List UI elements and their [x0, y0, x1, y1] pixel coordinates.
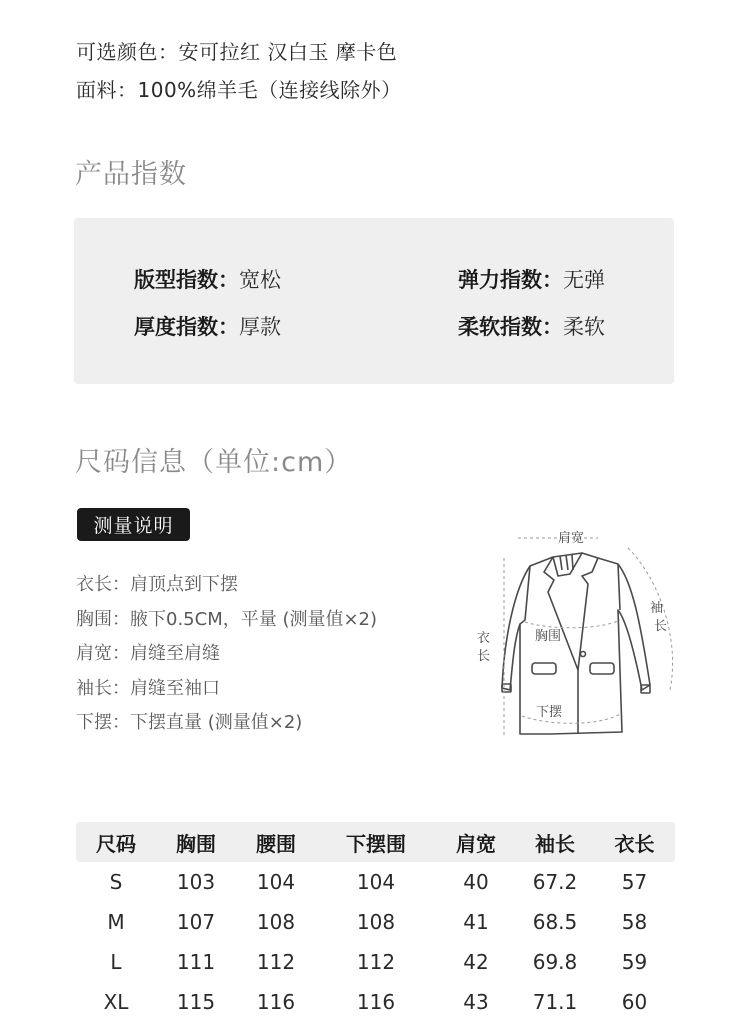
table-cell: 71.1 — [532, 990, 578, 1014]
table-cell: 59 — [621, 950, 648, 974]
table-cell: 107 — [176, 910, 216, 934]
size-section-title: 尺码信息（单位:cm） — [75, 447, 353, 478]
table-cell: XL — [103, 990, 129, 1014]
index-item-label: 厚度指数： — [134, 315, 239, 339]
index-item-value: 无弹 — [563, 268, 605, 292]
index-item-thickness — [134, 311, 281, 341]
diagram-label-sleeve-2: 长 — [654, 619, 668, 634]
table-cell: 116 — [256, 990, 296, 1014]
table-row — [76, 982, 675, 1022]
fabric-line: 面料：100%绵羊毛（连接线除外） — [76, 78, 402, 102]
diagram-label-length-2: 长 — [477, 649, 491, 664]
table-row — [76, 902, 675, 942]
table-cell: 112 — [356, 950, 396, 974]
table-cell: 60 — [621, 990, 648, 1014]
index-item-label: 弹力指数： — [458, 268, 563, 292]
index-item-softness — [458, 311, 605, 341]
measure-row-sleeve: 袖长：肩缝至袖口 — [76, 677, 220, 699]
table-cell: 69.8 — [532, 950, 578, 974]
table-cell: M — [107, 910, 125, 934]
table-row — [76, 862, 675, 902]
coat-measurement-diagram — [470, 520, 680, 750]
diagram-label-chest: 胸围 — [535, 629, 562, 644]
diagram-label-length-1: 衣 — [477, 631, 491, 646]
header-cell-hem: 下摆围 — [346, 831, 406, 856]
table-cell: 116 — [356, 990, 396, 1014]
table-cell: 108 — [356, 910, 396, 934]
table-cell: 104 — [256, 870, 296, 894]
table-cell: 42 — [463, 950, 489, 974]
table-cell: L — [110, 950, 122, 974]
diagram-label-hem: 下摆 — [536, 705, 563, 720]
table-cell: 111 — [176, 950, 216, 974]
index-item-value: 宽松 — [239, 268, 281, 292]
index-item-value: 厚款 — [239, 315, 281, 339]
table-cell: 67.2 — [532, 870, 578, 894]
table-cell: 108 — [256, 910, 296, 934]
diagram-label-sleeve-1: 袖 — [650, 601, 664, 616]
measure-row-chest: 胸围：腋下0.5CM，平量 (测量值×2) — [76, 608, 378, 630]
header-cell-waist: 腰围 — [256, 831, 296, 856]
table-cell: 40 — [463, 870, 489, 894]
index-item-value: 柔软 — [563, 315, 605, 339]
table-cell: 43 — [463, 990, 489, 1014]
colors-line: 可选颜色：安可拉红 汉白玉 摩卡色 — [76, 40, 398, 64]
coat-outline-icon — [502, 553, 650, 734]
table-cell: 115 — [176, 990, 216, 1014]
measure-row-length: 衣长：肩顶点到下摆 — [76, 574, 238, 595]
header-cell-size: 尺码 — [96, 831, 136, 856]
measure-badge: 测量说明 — [77, 508, 190, 541]
header-cell-shoulder: 肩宽 — [456, 831, 496, 856]
header-cell-sleeve: 袖长 — [535, 831, 575, 856]
index-item-elasticity — [458, 264, 605, 294]
chest-guide — [525, 620, 620, 628]
index-section-title: 产品指数 — [75, 159, 187, 190]
header-cell-chest: 胸围 — [176, 831, 216, 856]
diagram-label-shoulder: 肩宽 — [558, 531, 585, 546]
table-cell: 41 — [463, 910, 489, 934]
table-cell: 112 — [256, 950, 296, 974]
table-cell: 68.5 — [532, 910, 578, 934]
size-table — [76, 822, 675, 1022]
header-cell-length: 衣长 — [614, 831, 655, 856]
table-cell: 104 — [356, 870, 396, 894]
index-item-label: 版型指数： — [134, 268, 239, 292]
table-cell: 103 — [176, 870, 216, 894]
measure-row-shoulder: 肩宽：肩缝至肩缝 — [76, 643, 220, 664]
index-panel — [74, 218, 674, 384]
table-row — [76, 942, 675, 982]
table-cell: 58 — [621, 910, 648, 934]
index-item-label: 柔软指数： — [458, 315, 563, 339]
size-table-header — [76, 822, 675, 862]
table-cell: 57 — [621, 870, 648, 894]
index-item-fit — [134, 264, 281, 294]
measure-row-hem: 下摆：下摆直量 (测量值×2) — [76, 712, 303, 733]
table-cell: S — [109, 870, 123, 894]
measure-list — [76, 570, 377, 743]
